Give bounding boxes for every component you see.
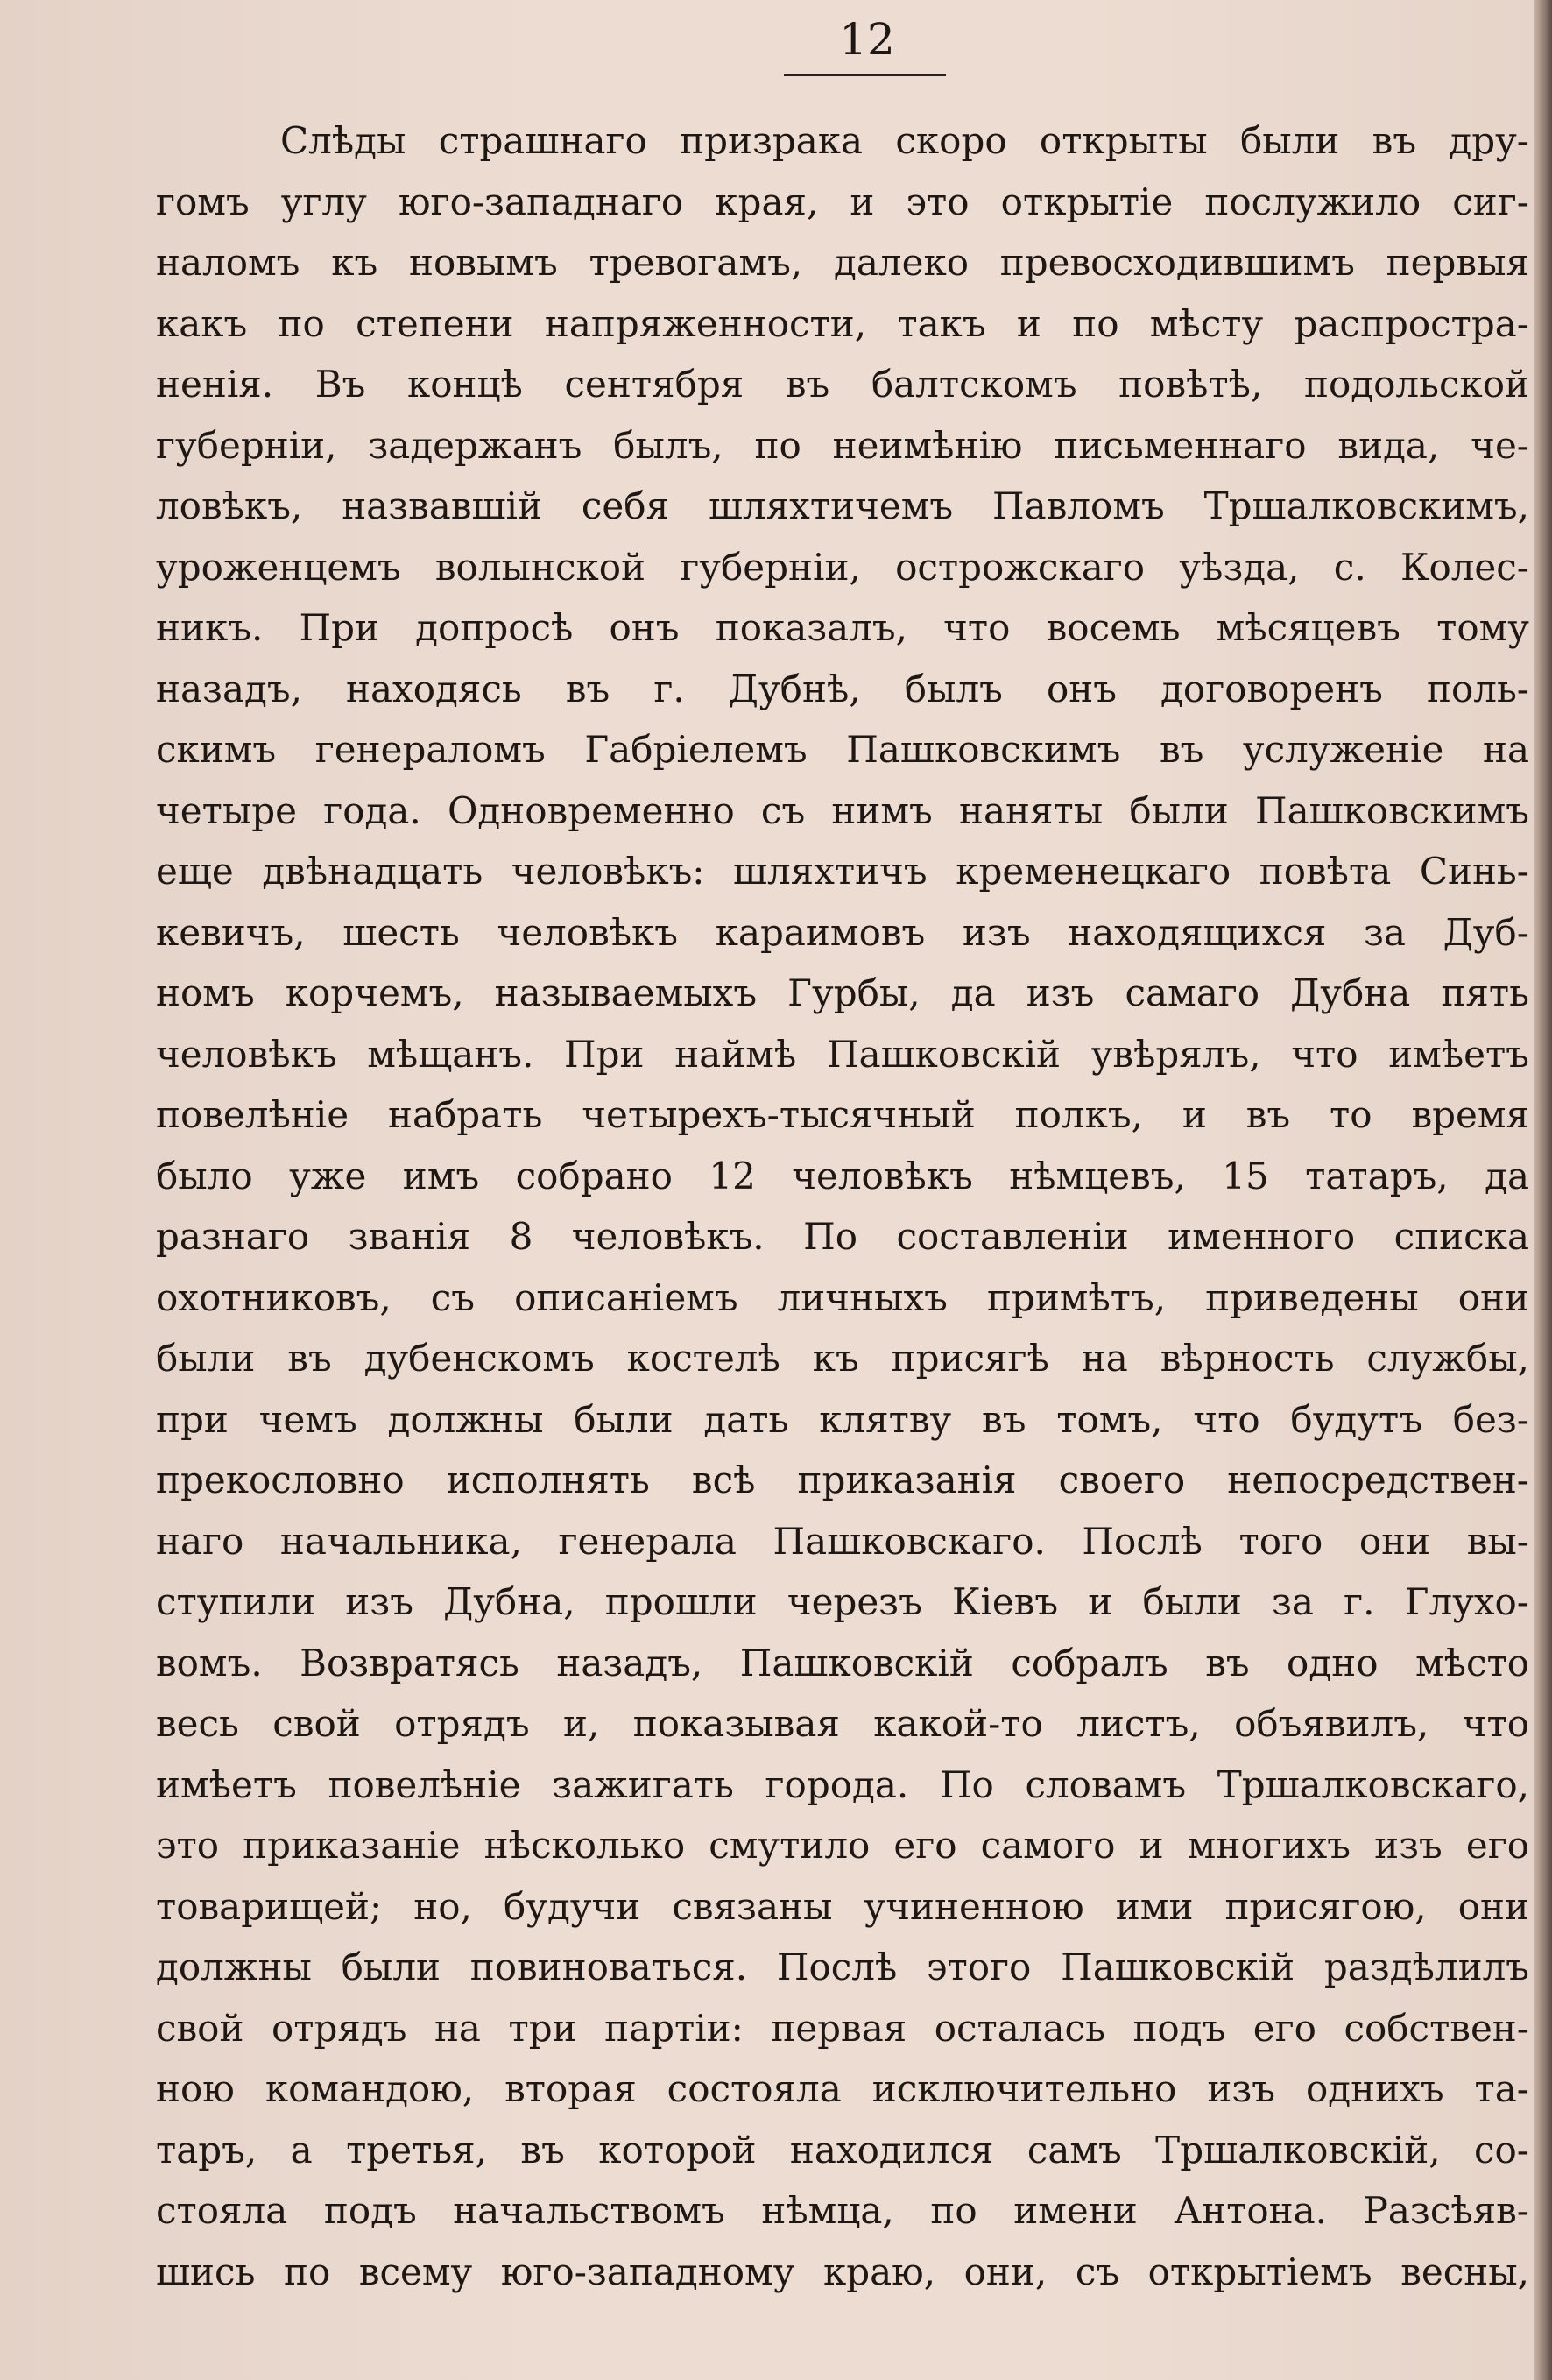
text-line: еще двѣнадцать человѣкъ: шляхтичъ кременецкаго повѣта Синь- <box>156 850 1529 893</box>
text-line: наго начальника, генерала Пашковскаго. Послѣ того они вы- <box>156 1519 1529 1563</box>
text-line: четыре года. Одновременно съ нимъ наняты были Пашковскимъ <box>156 788 1529 832</box>
text-line: назадъ, находясь въ г. Дубнѣ, былъ онъ договоренъ поль- <box>156 667 1529 710</box>
text-line: какъ по степени напряженности, такъ и по мѣсту распростра- <box>156 301 1529 345</box>
text-line: вомъ. Возвратясь назадъ, Пашковскій собралъ въ одно мѣсто <box>156 1641 1529 1684</box>
text-line: ненія. Въ концѣ сентября въ балтскомъ повѣтѣ, подольской <box>156 363 1529 406</box>
text-line: имѣетъ повелѣніе зажигать города. По словамъ Тршалковскаго, <box>156 1762 1529 1806</box>
text-line: повелѣніе набрать четырехъ-тысячный полкъ, и въ то время <box>156 1093 1529 1136</box>
text-line: никъ. При допросѣ онъ показалъ, что восемь мѣсяцевъ тому <box>156 606 1529 649</box>
text-line: было уже имъ собрано 12 человѣкъ нѣмцевъ, 15 татаръ, да <box>156 1154 1529 1197</box>
text-line: уроженцемъ волынской губерніи, острожскаго уѣзда, с. Колес- <box>156 545 1529 589</box>
page-number: 12 <box>839 14 895 65</box>
text-line: шись по всему юго-западному краю, они, съ открытіемъ весны, <box>156 2249 1529 2293</box>
page-edge <box>1534 0 1552 2380</box>
page-number-rule <box>784 74 946 76</box>
text-line: стояла подъ начальствомъ нѣмца, по имени Антона. Разсѣяв- <box>156 2189 1529 2232</box>
text-line: при чемъ должны были дать клятву въ томъ, что будутъ без- <box>156 1397 1529 1441</box>
text-line: ступили изъ Дубна, прошли черезъ Кіевъ и были за г. Глухо- <box>156 1580 1529 1623</box>
text-line: номъ корчемъ, называемыхъ Гурбы, да изъ самаго Дубна пять <box>156 971 1529 1014</box>
text-body <box>156 110 1529 2302</box>
text-line: гомъ углу юго-западнаго края, и это открытіе послужило сиг- <box>156 180 1529 223</box>
text-line: весь свой отрядъ и, показывая какой-то листъ, объявилъ, что <box>156 1702 1529 1745</box>
text-line: наломъ къ новымъ тревогамъ, далеко превосходившимъ первыя <box>156 241 1529 284</box>
text-line: кевичъ, шесть человѣкъ караимовъ изъ находящихся за Дуб- <box>156 910 1529 954</box>
text-line: ловѣкъ, назвавшій себя шляхтичемъ Павломъ Тршалковскимъ, <box>156 484 1529 527</box>
text-line: Слѣды страшнаго призрака скоро открыты были въ дру- <box>280 119 1529 162</box>
text-line: были въ дубенскомъ костелѣ къ присягѣ на вѣрность службы, <box>156 1337 1529 1380</box>
text-line: разнаго званія 8 человѣкъ. По составленіи именного списка <box>156 1215 1529 1258</box>
text-line: охотниковъ, съ описаніемъ личныхъ примѣтъ, приведены они <box>156 1275 1529 1319</box>
text-line: человѣкъ мѣщанъ. При наймѣ Пашковскій увѣрялъ, что имѣетъ <box>156 1032 1529 1076</box>
text-line: свой отрядъ на три партіи: первая осталась подъ его собствен- <box>156 2006 1529 2050</box>
text-line: это приказаніе нѣсколько смутило его самого и многихъ изъ его <box>156 1824 1529 1867</box>
text-line: прекословно исполнять всѣ приказанія своего непосредствен- <box>156 1458 1529 1501</box>
text-line: товарищей; но, будучи связаны учиненною ими присягою, они <box>156 1884 1529 1928</box>
text-line: скимъ генераломъ Габріелемъ Пашковскимъ въ услуженіе на <box>156 728 1529 771</box>
text-line: должны были повиноваться. Послѣ этого Пашковскій раздѣлилъ <box>156 1946 1529 1988</box>
text-line: таръ, а третья, въ которой находился самъ Тршалковскій, со- <box>156 2128 1529 2172</box>
text-line: губерніи, задержанъ былъ, по неимѣнію письменнаго вида, че- <box>156 423 1529 467</box>
text-line: ною командою, вторая состояла исключительно изъ однихъ та- <box>156 2067 1529 2110</box>
